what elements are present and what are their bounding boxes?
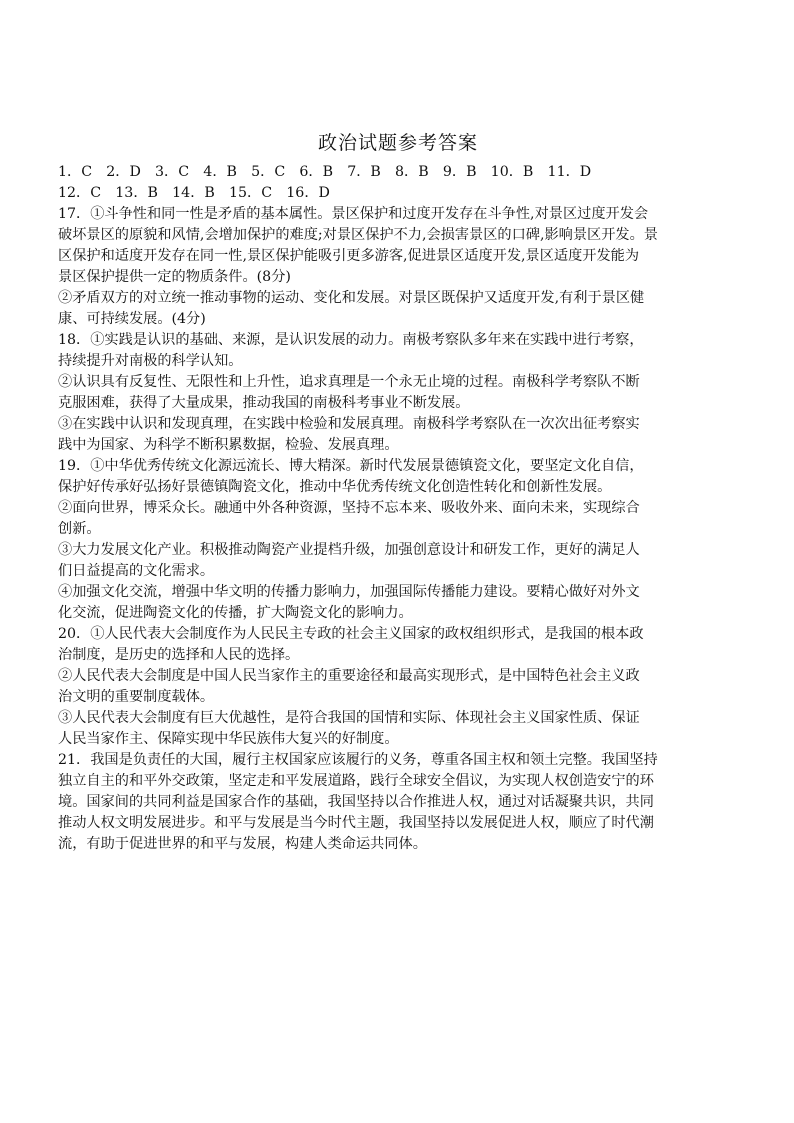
answer-line: 流，有助于促进世界的和平与发展，构建人类命运共同体。 — [58, 836, 427, 852]
answer-line: 康、可持续发展。(4分) — [58, 311, 206, 327]
answer-line: 创新。 — [58, 521, 101, 537]
answer-line: 12．C 13．B 14．B 15．C 16．D — [58, 185, 330, 201]
answer-line: 克服困难，获得了大量成果，推动我国的南极科考事业不断发展。 — [58, 395, 470, 411]
answer-21 — [58, 750, 738, 855]
answer-line: 破坏景区的原貌和风情,会增加保护的难度;对景区保护不力,会损害景区的口碑,影响景区开发。景 — [58, 227, 658, 243]
answer-line: 19．①中华优秀传统文化源远流长、博大精深。新时代发展景德镇瓷文化，要坚定文化自信， — [58, 458, 644, 474]
answer-line: 区保护和适度开发存在同一性,景区保护能吸引更多游客,促进景区适度开发,景区适度开发能为 — [58, 248, 640, 264]
answer-line: ②人民代表大会制度是中国人民当家作主的重要途径和最高实现形式，是中国特色社会主义政 — [58, 668, 640, 684]
answer-line: ③人民代表大会制度有巨大优越性，是符合我国的国情和实际、体现社会主义国家性质、保证 — [58, 710, 640, 726]
multiple-choice-answers — [58, 162, 738, 204]
answer-line: 化交流，促进陶瓷文化的传播，扩大陶瓷文化的影响力。 — [58, 605, 413, 621]
answer-line: 21．我国是负责任的大国，履行主权国家应该履行的义务，尊重各国主权和领土完整。我国坚持 — [58, 752, 658, 768]
answer-line: ③在实践中认识和发现真理，在实践中检验和发展真理。南极科学考察队在一次次出征考察实 — [58, 416, 640, 432]
answer-line: ②矛盾双方的对立统一推动事物的运动、变化和发展。对景区既保护又适度开发,有利于景区健 — [58, 290, 645, 306]
answer-line: 独立自主的和平外交政策，坚定走和平发展道路，践行全球安全倡议，为实现人权创造安宁的环 — [58, 773, 654, 789]
answer-line: ④加强文化交流，增强中华文明的传播力影响力，加强国际传播能力建设。要精心做好对外文 — [58, 584, 640, 600]
answer-line: 推动人权文明发展进步。和平与发展是当今时代主题，我国坚持以发展促进人权，顺应了时代潮 — [58, 815, 654, 831]
answer-line: 践中为国家、为科学不断积累数据，检验、发展真理。 — [58, 437, 399, 453]
answer-19 — [58, 456, 738, 624]
answer-line: 境。国家间的共同利益是国家合作的基础，我国坚持以合作推进人权，通过对话凝聚共识，共同 — [58, 794, 654, 810]
answer-key-document — [58, 128, 738, 855]
answer-line: 人民当家作主、保障实现中华民族伟大复兴的好制度。 — [58, 731, 399, 747]
answer-line: ③大力发展文化产业。积极推动陶瓷产业提档升级，加强创意设计和研发工作，更好的满足人 — [58, 542, 640, 558]
answer-line: 20．①人民代表大会制度作为人民民主专政的社会主义国家的政权组织形式，是我国的根本政 — [58, 626, 644, 642]
answer-line: 17．①斗争性和同一性是矛盾的基本属性。景区保护和过度开发存在斗争性,对景区过度开发会 — [58, 206, 649, 222]
answer-line: 治制度，是历史的选择和人民的选择。 — [58, 647, 300, 663]
answer-line: ②认识具有反复性、无限性和上升性，追求真理是一个永无止境的过程。南极科学考察队不断 — [58, 374, 640, 390]
answer-line: 们日益提高的文化需求。 — [58, 563, 215, 579]
document-title: 政治试题参考答案 — [317, 132, 478, 154]
answer-18 — [58, 330, 738, 456]
answer-line: 治文明的重要制度载体。 — [58, 689, 215, 705]
answer-20 — [58, 624, 738, 750]
answer-line: 1．C 2．D 3．C 4．B 5．C 6．B 7．B 8．B 9．B 10．B 11．D — [58, 164, 592, 180]
answer-17 — [58, 204, 738, 330]
answer-line: ②面向世界，博采众长。融通中外各种资源，坚持不忘本来、吸收外来、面向未来，实现综合 — [58, 500, 640, 516]
answer-line: 持续提升对南极的科学认知。 — [58, 353, 243, 369]
answer-line: 保护好传承好弘扬好景德镇陶瓷文化，推动中华优秀传统文化创造性转化和创新性发展。 — [58, 479, 612, 495]
answer-line: 景区保护提供一定的物质条件。(8分) — [58, 269, 291, 285]
answer-line: 18．①实践是认识的基础、来源，是认识发展的动力。南极考察队多年来在实践中进行考察， — [58, 332, 644, 348]
